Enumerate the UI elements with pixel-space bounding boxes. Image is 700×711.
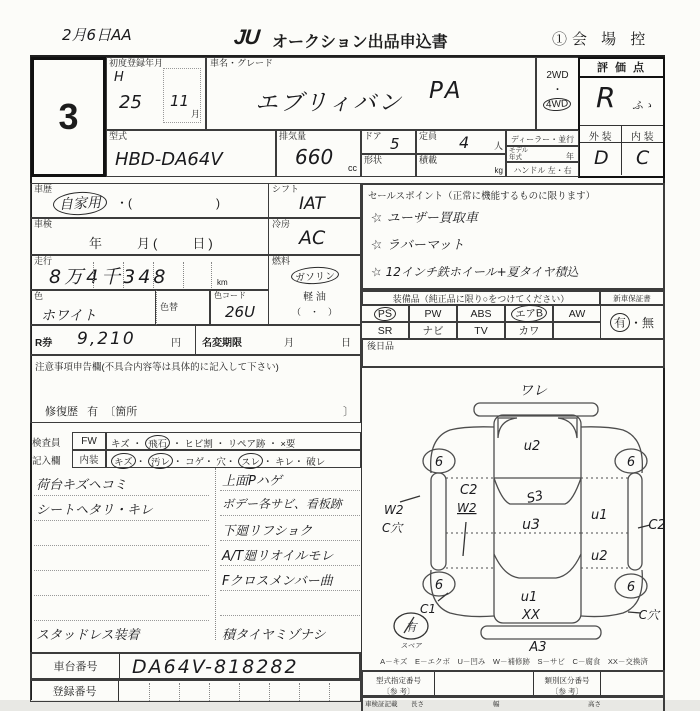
ac-cell xyxy=(268,218,361,255)
history-value-circled: 自家用 xyxy=(52,191,107,217)
glass-item-hibiware: ヒビ割 xyxy=(184,439,213,450)
class-number-label: 類別区分番号 〔参 考〕 xyxy=(533,672,601,695)
inspector-row2-label: 記入欄 xyxy=(32,456,61,467)
mark-right-front-u1: u1 xyxy=(591,508,608,523)
glass-condition-row: キズ ・ 飛石 ・ ヒビ割 ・ リペア跡 ・ ×要 xyxy=(106,432,361,450)
displacement-cell xyxy=(276,130,361,177)
color-label: 色 xyxy=(34,291,44,301)
mark-bottom-right-hole: C穴 xyxy=(638,608,660,622)
defect-bottom-left: スタッドレス装着 xyxy=(36,628,140,643)
equip-abs: ABS xyxy=(457,305,505,322)
mark-rear-replaced-xx: XX xyxy=(522,608,540,623)
lot-number: 3 xyxy=(58,96,79,137)
first-registration-cell xyxy=(106,57,206,130)
drive-4wd-circled: 4WD xyxy=(543,97,572,111)
r-ticket-value: 9,210 xyxy=(77,329,136,349)
doc-width-label: 幅 xyxy=(493,701,500,708)
equip-tv: TV xyxy=(457,322,505,339)
shape-label: 形状 xyxy=(364,155,383,165)
reg-year-value: 25 xyxy=(119,92,142,113)
warranty-no: 無 xyxy=(642,315,655,330)
registration-label: 登録番号 xyxy=(31,681,119,701)
mileage-cell xyxy=(30,255,269,290)
note-crack: ワレ xyxy=(519,383,547,399)
chassis-label: 車台番号 xyxy=(32,654,120,678)
car-name-label: 車名・グレード xyxy=(210,58,274,68)
capacity-value: 4 xyxy=(459,133,470,152)
glass-item-kizu: キズ xyxy=(111,439,130,450)
mark-left-panel-c2: C2 xyxy=(460,483,478,498)
damage-diagram-area xyxy=(361,368,665,700)
fuel-diesel: 軽 油 xyxy=(303,292,326,303)
fuel-gasoline-circled: ガソリン xyxy=(290,266,339,285)
mark-rear-u1: u1 xyxy=(520,590,538,605)
glass-item-tobiishi-circled: 飛石 xyxy=(144,434,170,451)
first-registration-label: 初度登録年月 xyxy=(109,58,164,68)
equip-ps: PS xyxy=(361,305,409,322)
left-sill xyxy=(431,473,446,570)
displacement-unit: cc xyxy=(348,163,357,174)
car-grade-value: PA xyxy=(429,78,464,104)
type-class-row xyxy=(361,670,665,697)
model-year-label1: モデル xyxy=(509,147,529,154)
rear-bumper xyxy=(481,626,601,639)
spare-label: スペア xyxy=(400,642,422,650)
front-right-pillar xyxy=(558,418,577,438)
equip-pw: PW xyxy=(409,305,457,322)
shaken-label: 車検 xyxy=(34,219,53,229)
shaken-cell xyxy=(30,218,269,255)
sales-points-label: セールスポイント（正常に機能するものに限ります） xyxy=(368,191,596,202)
ju-logo: JU xyxy=(232,26,261,49)
shift-value: IAT xyxy=(299,194,325,214)
equip-airbag: エアB xyxy=(505,305,553,322)
month-unit: 月 xyxy=(191,109,201,119)
interior-item-koge: コゲ xyxy=(185,457,205,468)
glass-item-yokyu: ×要 xyxy=(280,439,296,450)
mark-wheel-rl: 6 xyxy=(434,578,444,593)
name-change-label: 名変期限 xyxy=(202,338,242,349)
star-mark-icon: ☆ xyxy=(369,236,385,255)
defect-mid-2: ボデー各サビ、看板跡 xyxy=(222,497,342,511)
car-name-cell xyxy=(206,57,536,130)
history-cell xyxy=(30,183,269,218)
history-label: 車歴 xyxy=(34,184,53,194)
inspector-initials-cell: FW xyxy=(72,432,106,450)
glass-item-repair: リペア跡 xyxy=(227,439,266,450)
color-value: ホワイト xyxy=(41,308,97,324)
notes-box xyxy=(30,355,361,423)
car-diagram xyxy=(362,368,666,654)
displacement-value: 660 xyxy=(295,145,334,169)
equip-sr: SR xyxy=(361,322,409,339)
mark-right-rear-u2: u2 xyxy=(591,549,608,564)
fuel-cell xyxy=(268,255,361,325)
color-code-cell xyxy=(210,290,269,325)
ac-value: AC xyxy=(299,227,326,249)
venue-copy-label: ①会 場 控 xyxy=(552,31,651,48)
defect-notes-area xyxy=(30,468,361,652)
lot-number-box xyxy=(31,57,106,177)
interior-item-kire: キレ xyxy=(275,457,295,468)
defect-mid-1: 上面Pハゲ xyxy=(222,474,282,489)
fuel-paren: （ ・ ） xyxy=(291,307,337,317)
model-code-label: 型式 xyxy=(109,131,128,141)
exterior-grade: D xyxy=(594,147,609,169)
notes-label: 注意事項申告欄(不具合内容等は具体的に記入して下さい) xyxy=(35,362,279,373)
interior-item-kizu-circled: キズ xyxy=(111,452,137,469)
mileage-label: 走行 xyxy=(34,256,53,266)
right-sill xyxy=(628,473,642,570)
equip-blank xyxy=(553,322,601,339)
color-cell xyxy=(30,290,156,325)
equip-kawa: カワ xyxy=(505,322,553,339)
color-code-value: 26U xyxy=(225,303,256,321)
defect-mid-3: 下廻リフショク xyxy=(222,524,313,539)
r-ticket-cell xyxy=(30,325,196,355)
interior-item-yabure: 破レ xyxy=(306,457,326,468)
mark-windshield-s3: S3 xyxy=(525,488,545,507)
defect-left-1: 荷台キズヘコミ xyxy=(36,478,127,493)
fuel-label: 燃料 xyxy=(272,256,291,266)
front-bumper xyxy=(474,403,598,416)
equipment-header: 装備品（純正品に限り○をつけてください） xyxy=(361,290,600,305)
doc-label: 車検証記載 xyxy=(365,701,398,708)
doors-value: 5 xyxy=(390,135,400,153)
defect-mid-4: A/T廻リオイルモレ xyxy=(222,549,334,564)
drive-type-cell xyxy=(536,57,579,130)
ac-label: 冷房 xyxy=(272,219,291,229)
defect-bottom-right: 積タイヤミゾナシ xyxy=(222,628,326,643)
era-value: H xyxy=(114,70,124,85)
mark-left-outer-hole: C穴 xyxy=(382,521,403,535)
doors-label: ドア xyxy=(364,131,382,141)
sales-point-1: ☆ ユーザー買取車 xyxy=(369,209,478,228)
sales-point-2: ☆ ラバーマット xyxy=(369,236,465,255)
interior-label: 内 装 xyxy=(630,132,654,143)
doors-cell xyxy=(361,130,416,154)
drive-2wd: 2WD xyxy=(546,70,569,81)
repair-label: 修復歴 xyxy=(45,406,78,418)
r-ticket-label: R券 xyxy=(35,338,53,349)
handwritten-date-note: 2月6日AA xyxy=(62,26,132,44)
mark-wheel-fl: 6 xyxy=(434,455,444,470)
color-change-cell xyxy=(156,290,210,325)
displacement-label: 排気量 xyxy=(279,131,307,141)
car-name-value: エブリィバン xyxy=(255,90,404,116)
load-label: 積載 xyxy=(419,155,438,165)
interior-item-ana: 穴 xyxy=(216,457,226,468)
history-rest: ・( ) xyxy=(116,196,220,210)
name-change-cell xyxy=(195,325,361,355)
registration-row xyxy=(30,680,361,702)
interior-grade: C xyxy=(636,147,650,169)
later-items-label: 後日品 xyxy=(367,341,395,351)
repair-yes: 有 xyxy=(87,406,99,418)
mark-rear-bumper-a3: A3 xyxy=(529,640,547,655)
r-ticket-unit: 円 xyxy=(171,338,181,349)
rear-hatch-band xyxy=(494,554,581,578)
interior-item-sure-circled: スレ xyxy=(238,452,264,469)
chassis-row xyxy=(30,652,361,680)
equip-aw: AW xyxy=(553,305,601,322)
doc-dimensions-row-clipped xyxy=(361,697,665,711)
shift-cell xyxy=(268,183,361,218)
model-year-cell xyxy=(506,146,579,162)
chassis-number: DA64V-818282 xyxy=(132,656,299,678)
damage-legend: A－キズ E－エクボ U－凹み W－補修跡 S－サビ C－腐食 XX－交換済 xyxy=(380,657,648,666)
shape-cell xyxy=(361,154,416,177)
form-title: オークション出品申込書 xyxy=(272,34,448,51)
mark-wheel-fr: 6 xyxy=(626,455,636,470)
model-code-value: HBD-DA64V xyxy=(115,149,223,170)
shaken-value: 年 月( 日) xyxy=(89,236,216,251)
star-mark-icon: ☆ xyxy=(369,264,384,280)
later-items-cell xyxy=(361,339,665,368)
mark-front-left-c1: C1 xyxy=(420,602,437,616)
rear-left-fender xyxy=(431,570,494,617)
model-year-label2: 年式 xyxy=(509,154,522,161)
load-cell xyxy=(416,154,506,177)
name-change-month: 月 xyxy=(284,338,294,349)
model-year-unit: 年 xyxy=(566,152,574,161)
color-change-label: 色替 xyxy=(160,302,179,312)
model-code-cell xyxy=(106,130,276,177)
mark-roof-u3: u3 xyxy=(522,517,540,533)
capacity-label: 定員 xyxy=(419,131,438,141)
exterior-label: 外 装 xyxy=(580,126,622,142)
doc-length-label: 長さ xyxy=(411,701,424,708)
warranty-yes-circled: 有 xyxy=(609,312,630,332)
mark-left-panel-w2: W2 xyxy=(457,501,477,515)
mileage-value: 8万4千348 xyxy=(49,266,169,288)
capacity-cell xyxy=(416,130,506,154)
sales-points-box xyxy=(361,183,665,290)
name-change-day: 日 xyxy=(341,338,351,349)
handle-cell: ハンドル 左・右 xyxy=(506,162,579,177)
type-number-label: 型式指定番号 〔参 考〕 xyxy=(363,672,435,695)
shift-label: シフト xyxy=(272,184,300,194)
mark-spare-present: 有 xyxy=(405,621,417,634)
rating-label: 評 価 点 xyxy=(580,59,663,78)
warranty-cell: 有 ・ 無 xyxy=(600,305,665,339)
rating-box xyxy=(578,57,665,178)
rating-score: R xyxy=(596,81,616,114)
rating-score-note: ふゝ xyxy=(632,99,654,112)
repair-close: 〕 xyxy=(343,406,354,418)
interior-cell-label: 内装 xyxy=(72,450,106,468)
interior-condition-row: キズ ・ 汚レ ・ コゲ・ 穴・ スレ ・ キレ・ 破レ xyxy=(106,450,361,468)
mark-right-outer-c2: C2 xyxy=(648,518,666,533)
mark-left-outer-w2: W2 xyxy=(384,503,404,517)
mark-front-u2: u2 xyxy=(523,439,541,454)
doc-height-label: 高さ xyxy=(588,701,601,708)
repair-history-line xyxy=(45,403,137,419)
defect-mid-5: Fクロスメンバー曲 xyxy=(222,574,333,589)
repair-open: 〔箇所 xyxy=(104,406,138,418)
equip-navi: ナビ xyxy=(409,322,457,339)
interior-item-yogore-circled: 汚レ xyxy=(148,452,174,469)
mileage-unit: km xyxy=(217,278,228,287)
dealer-parallel-cell: ディーラー・並行 xyxy=(506,130,579,146)
sales-point-3: ☆ 12インチ鉄ホイール+夏タイヤ積込 xyxy=(369,264,579,280)
load-unit: kg xyxy=(494,166,503,175)
capacity-unit: 人 xyxy=(493,141,503,152)
defect-left-2: シートヘタリ・キレ xyxy=(36,503,153,518)
inspector-row1-label: 検査員 xyxy=(32,438,61,449)
reg-month-value: 11 xyxy=(170,92,190,110)
front-left-pillar xyxy=(498,418,517,438)
star-mark-icon: ☆ xyxy=(369,209,385,228)
color-code-label: 色コード xyxy=(214,291,246,300)
mark-wheel-rr: 6 xyxy=(626,580,636,595)
drive-separator: ・ xyxy=(552,85,563,96)
warranty-header: 新車保証書 xyxy=(600,290,665,305)
